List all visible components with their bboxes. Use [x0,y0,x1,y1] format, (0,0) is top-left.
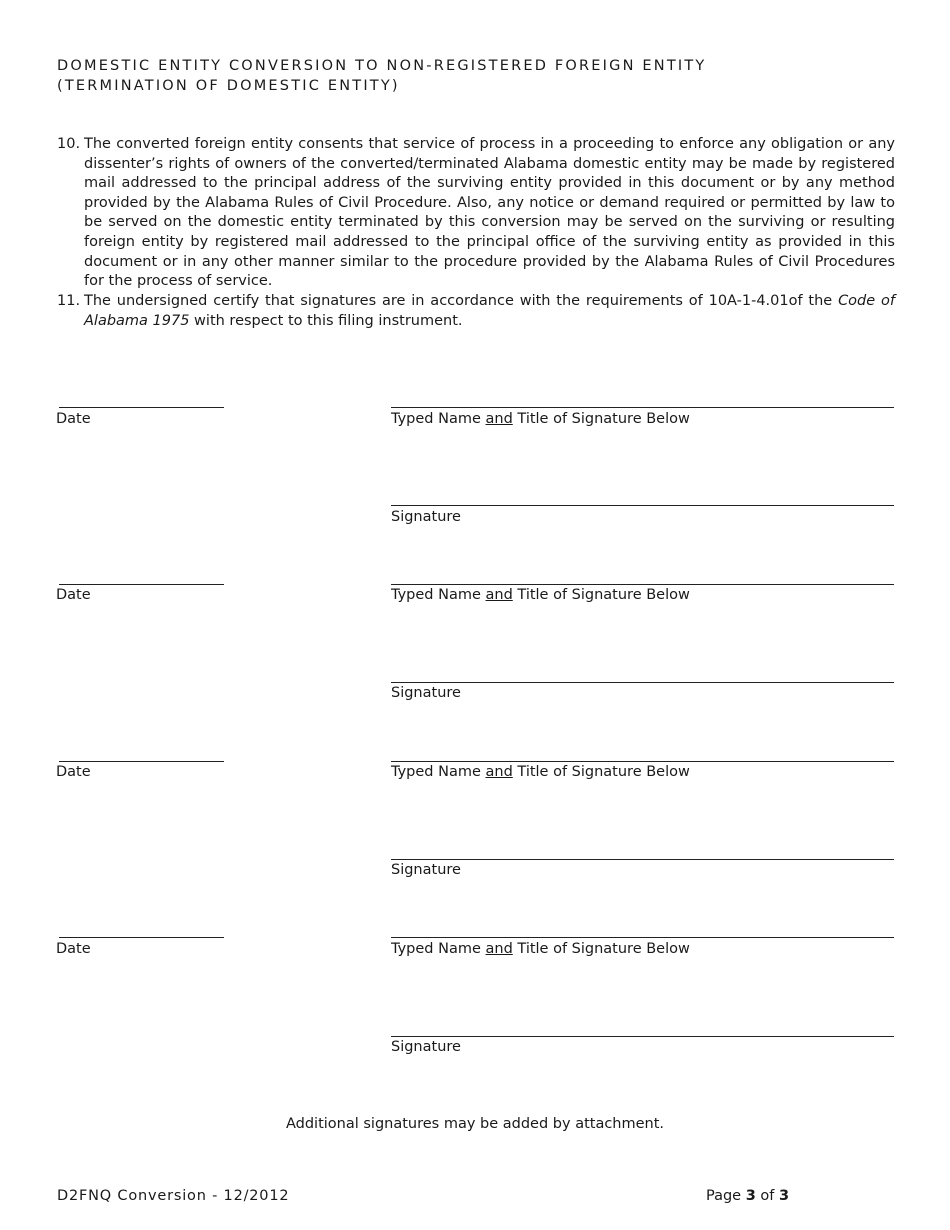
form-id: D2FNQ Conversion - 12/2012 [57,1188,290,1204]
date-label: Date [56,587,91,603]
date-line[interactable] [59,937,224,938]
typed-name-label: Typed Name and Title of Signature Below [391,764,690,780]
date-label: Date [56,941,91,957]
typed-name-line[interactable] [391,407,894,408]
date-label: Date [56,764,91,780]
signature-line[interactable] [391,505,894,506]
paragraph-text: The undersigned certify that signatures are in accordance with the requirements of 10A-1-4.01of the Code of Alabama 1975 with respect to this filing instrument. [84,293,895,329]
signature-label: Signature [391,685,461,701]
paragraph-number: 11. [57,293,81,309]
typed-name-line[interactable] [391,937,894,938]
typed-name-line[interactable] [391,584,894,585]
date-line[interactable] [59,761,224,762]
signature-line[interactable] [391,682,894,683]
typed-name-line[interactable] [391,761,894,762]
date-label: Date [56,411,91,427]
typed-name-label: Typed Name and Title of Signature Below [391,411,690,427]
paragraph-10 [57,135,895,292]
form-title-line-2: (TERMINATION OF DOMESTIC ENTITY) [57,78,400,94]
paragraph-11 [57,292,895,331]
date-line[interactable] [59,584,224,585]
page-number: Page 3 of 3 [706,1188,790,1204]
additional-signatures-note: Additional signatures may be added by attachment. [285,1116,665,1132]
date-line[interactable] [59,407,224,408]
typed-name-label: Typed Name and Title of Signature Below [391,587,690,603]
form-title [57,56,707,96]
typed-name-label: Typed Name and Title of Signature Below [391,941,690,957]
signature-label: Signature [391,862,461,878]
signature-line[interactable] [391,859,894,860]
form-title-line-1: DOMESTIC ENTITY CONVERSION TO NON-REGISTERED FOREIGN ENTITY [57,58,707,74]
signature-line[interactable] [391,1036,894,1037]
paragraph-text: The converted foreign entity consents that service of process in a proceeding to enforce any obligation or any dissenter’s rights of owners of the converted/terminated Alabama domestic entity may be made by registered mail addressed to the principal address of the surviving entity provided in this document or by any method provided by the Alabama Rules of Civil Procedure. Also, any notice or demand required or permitted by law to be served on the domestic entity terminated by this conversion may be served on the surviving or resulting foreign entity by registered mail addressed to the principal office of the surviving entity as provided in this document or in any other manner similar to the procedure provided by the Alabama Rules of Civil Procedures for the process of service. [84,136,895,290]
signature-label: Signature [391,1039,461,1055]
signature-label: Signature [391,509,461,525]
code-citation: Code of Alabama 1975 [84,293,895,329]
paragraph-number: 10. [57,136,81,152]
